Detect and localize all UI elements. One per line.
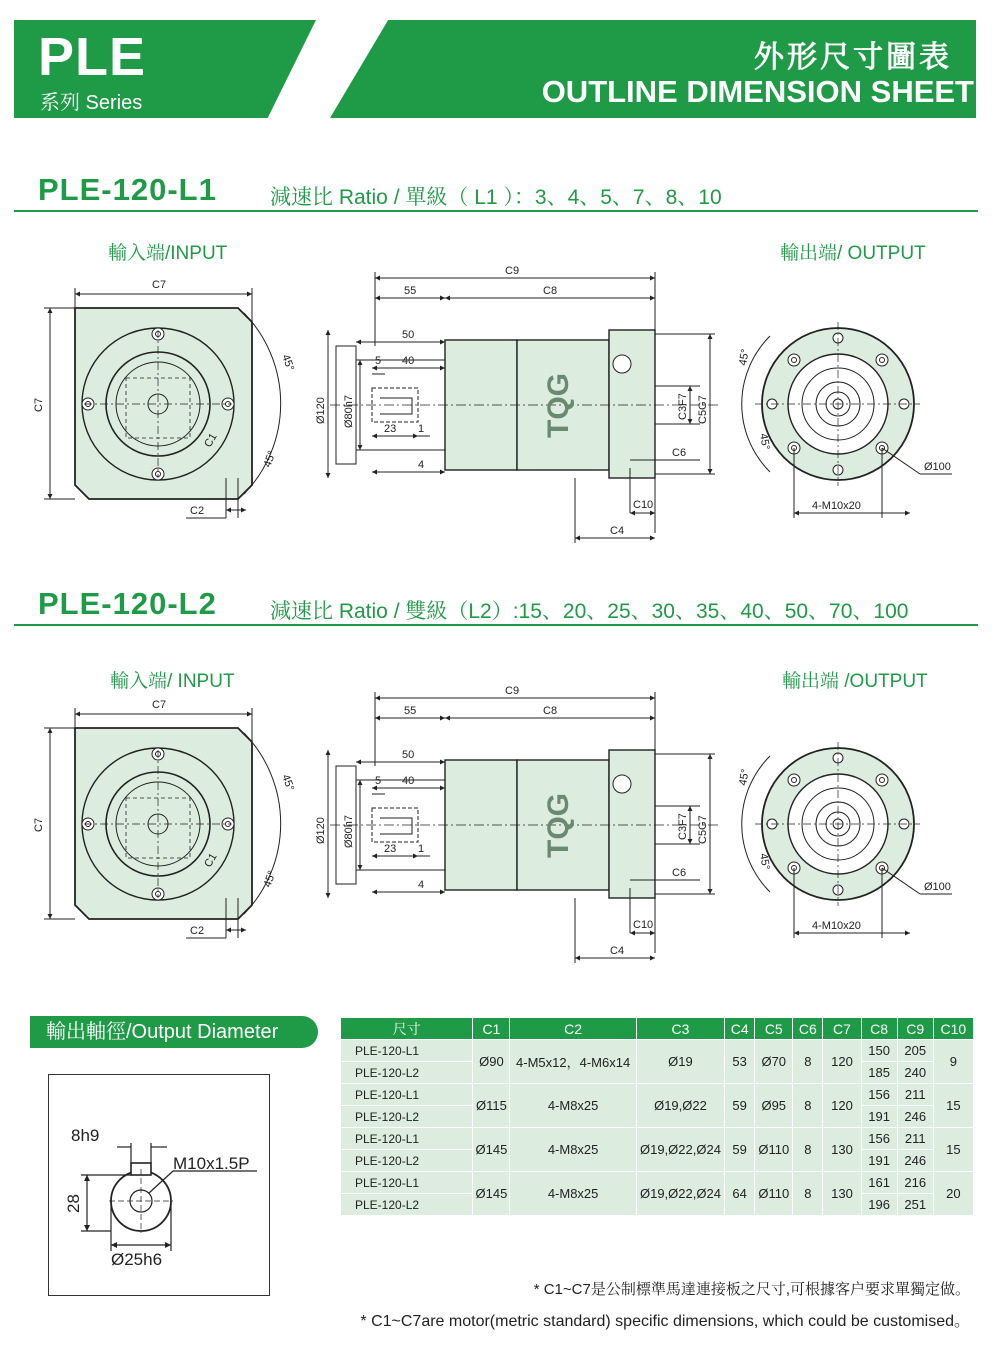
- c8-label: C8: [543, 705, 558, 717]
- c9-label: C9: [505, 685, 520, 697]
- table-cell: Ø145: [473, 1128, 510, 1172]
- table-cell: 130: [823, 1128, 861, 1172]
- table-cell: PLE-120-L1: [341, 1084, 473, 1106]
- table-cell: 211: [897, 1084, 933, 1106]
- table-cell: 8: [793, 1040, 823, 1084]
- dim-4-label: 4: [418, 459, 425, 471]
- table-cell: 156: [861, 1084, 897, 1106]
- table-cell: 59: [725, 1084, 755, 1128]
- output-diameter-badge: 輸出軸徑/Output Diameter: [30, 1016, 318, 1048]
- c10-label: C10: [633, 499, 654, 511]
- dimension-drawing: [0, 238, 1000, 568]
- table-row: [341, 1040, 974, 1062]
- thread-label: M10x1.5P: [173, 1154, 250, 1173]
- table-cell: 9: [933, 1040, 973, 1084]
- col-header: C9: [897, 1018, 933, 1040]
- table-cell: 216: [897, 1172, 933, 1194]
- series-subtitle: 系列 Series: [40, 92, 143, 114]
- c9-label: C9: [505, 265, 520, 277]
- table-cell: 4-M8x25: [510, 1084, 636, 1128]
- c7-width-label: C7: [152, 699, 167, 711]
- height-label: 28: [64, 1194, 83, 1213]
- table-cell: 211: [897, 1128, 933, 1150]
- table-body: [341, 1040, 974, 1216]
- table-cell: 20: [933, 1172, 973, 1216]
- col-header: C4: [725, 1018, 755, 1040]
- table-cell: 120: [823, 1084, 861, 1128]
- output-label-l2: 輸出端 /OUTPUT: [782, 671, 928, 692]
- table-cell: 150: [861, 1040, 897, 1062]
- dim-4-label: 4: [418, 879, 425, 891]
- table-cell: Ø90: [473, 1040, 510, 1084]
- angle-top-label: 45°: [279, 352, 297, 373]
- table-header-row: [341, 1018, 974, 1040]
- table-cell: PLE-120-L1: [341, 1172, 473, 1194]
- table-cell: 64: [725, 1172, 755, 1216]
- col-header: C2: [510, 1018, 636, 1040]
- c2-label: C2: [190, 925, 205, 937]
- output-diameter-box: [48, 1074, 270, 1296]
- table-cell: 191: [861, 1150, 897, 1172]
- dim-80-label: Ø80h7: [343, 814, 355, 848]
- c4-label: C4: [610, 945, 625, 957]
- col-header: C7: [823, 1018, 861, 1040]
- table-cell: Ø145: [473, 1172, 510, 1216]
- table-cell: Ø19: [636, 1040, 724, 1084]
- input-label-l2: 輸入端/ INPUT: [110, 671, 235, 692]
- c6-label: C6: [672, 867, 687, 879]
- dimension-table: [340, 1017, 974, 1216]
- angle-top-label: 45°: [279, 772, 297, 793]
- table-cell: 246: [897, 1106, 933, 1128]
- drawing-l1: [0, 238, 1000, 568]
- table-cell: PLE-120-L2: [341, 1194, 473, 1216]
- col-header: C10: [933, 1018, 973, 1040]
- out-dia-100: Ø100: [924, 461, 951, 473]
- table-cell: 130: [823, 1172, 861, 1216]
- dim-1-label: 1: [418, 423, 425, 435]
- dim-23-label: 23: [384, 843, 397, 855]
- table-cell: 240: [897, 1062, 933, 1084]
- table-cell: 191: [861, 1106, 897, 1128]
- table-cell: 8: [793, 1128, 823, 1172]
- angle-bottom-label: 45°: [261, 449, 279, 470]
- series-code: PLE: [38, 27, 147, 87]
- table-cell: 8: [793, 1084, 823, 1128]
- table-cell: 59: [725, 1128, 755, 1172]
- dim-5-label: 5: [375, 775, 382, 787]
- sheet-title-en: OUTLINE DIMENSION SHEET: [541, 74, 974, 109]
- table-cell: 8: [793, 1172, 823, 1216]
- out-angle-top: 45°: [737, 768, 752, 787]
- c2-label: C2: [190, 505, 205, 517]
- table-cell: 156: [861, 1128, 897, 1150]
- dim-50-label: 50: [402, 749, 415, 761]
- c1-label: C1: [202, 851, 220, 870]
- note-en: * C1~C7are motor(metric standard) specific dimensions, which could be customised。: [360, 1313, 970, 1330]
- table-cell: 15: [933, 1128, 973, 1172]
- c5-label: C5G7: [697, 395, 709, 424]
- col-header: 尺寸: [341, 1018, 473, 1040]
- dim-5-label: 5: [375, 355, 382, 367]
- dim-1-label: 1: [418, 843, 425, 855]
- section-title-l1: PLE-120-L1: [38, 172, 217, 207]
- angle-bottom-label: 45°: [261, 869, 279, 890]
- table-cell: Ø19,Ø22: [636, 1084, 724, 1128]
- dim-80-label: Ø80h7: [343, 394, 355, 428]
- c7-height-label: C7: [33, 397, 45, 412]
- table-cell: PLE-120-L1: [341, 1040, 473, 1062]
- col-header: C1: [473, 1018, 510, 1040]
- dimension-drawing: [0, 658, 1000, 988]
- brand-logo: TQG: [542, 793, 575, 858]
- table-cell: 161: [861, 1172, 897, 1194]
- c3-label: C3F7: [677, 813, 689, 840]
- dim-40-label: 40: [402, 775, 415, 787]
- dim-40-label: 40: [402, 355, 415, 367]
- bolt-label: 4-M10x20: [812, 920, 861, 932]
- out-dia-100: Ø100: [924, 881, 951, 893]
- col-header: C5: [755, 1018, 793, 1040]
- table-cell: PLE-120-L2: [341, 1106, 473, 1128]
- table-row: [341, 1084, 974, 1106]
- table-cell: 4-M8x25: [510, 1172, 636, 1216]
- note-cn: * C1~C7是公制標準馬達連接板之尺寸,可根據客户要求單獨定做。: [533, 1281, 970, 1298]
- table-cell: 251: [897, 1194, 933, 1216]
- col-header: C3: [636, 1018, 724, 1040]
- table-cell: 4-M8x25: [510, 1128, 636, 1172]
- table-cell: Ø19,Ø22,Ø24: [636, 1172, 724, 1216]
- c3-label: C3F7: [677, 393, 689, 420]
- section-ratio-l2: 減速比 Ratio / 雙級（L2）:15、20、25、30、35、40、50、70、100: [270, 600, 909, 623]
- table-cell: 53: [725, 1040, 755, 1084]
- output-label-l1: 輸出端/ OUTPUT: [780, 243, 926, 264]
- col-header: C8: [861, 1018, 897, 1040]
- dim-120-label: Ø120: [315, 817, 327, 844]
- table-cell: Ø110: [755, 1172, 793, 1216]
- output-shaft-drawing: [49, 1075, 269, 1295]
- table-cell: PLE-120-L1: [341, 1128, 473, 1150]
- table-cell: Ø19,Ø22,Ø24: [636, 1128, 724, 1172]
- table-cell: 185: [861, 1062, 897, 1084]
- dim-55-label: 55: [404, 705, 417, 717]
- table-cell: PLE-120-L2: [341, 1062, 473, 1084]
- out-angle-bottom: 45°: [757, 432, 772, 451]
- dim-23-label: 23: [384, 423, 397, 435]
- bolt-label: 4-M10x20: [812, 500, 861, 512]
- section-title-l2: PLE-120-L2: [38, 586, 217, 621]
- table-cell: 246: [897, 1150, 933, 1172]
- c8-label: C8: [543, 285, 558, 297]
- out-angle-bottom: 45°: [757, 852, 772, 871]
- table-cell: Ø115: [473, 1084, 510, 1128]
- section-divider: [14, 624, 978, 626]
- table-cell: 4-M5x12，4-M6x14: [510, 1040, 636, 1084]
- drawing-l2: [0, 658, 1000, 988]
- c7-height-label: C7: [33, 817, 45, 832]
- table-cell: 15: [933, 1084, 973, 1128]
- brand-logo: TQG: [542, 373, 575, 438]
- col-header: C6: [793, 1018, 823, 1040]
- sheet-title-cn: 外形尺寸圖表: [754, 41, 952, 74]
- dim-50-label: 50: [402, 329, 415, 341]
- c5-label: C5G7: [697, 815, 709, 844]
- c10-label: C10: [633, 919, 654, 931]
- dim-120-label: Ø120: [315, 397, 327, 424]
- c7-width-label: C7: [152, 279, 167, 291]
- table-cell: PLE-120-L2: [341, 1150, 473, 1172]
- table-cell: 120: [823, 1040, 861, 1084]
- input-label-l1: 輸入端/INPUT: [108, 243, 228, 264]
- section-ratio-l1: 減速比 Ratio / 單級（ L1 ）：3、4、5、7、8、10: [270, 186, 722, 209]
- table-cell: Ø70: [755, 1040, 793, 1084]
- c4-label: C4: [610, 525, 625, 537]
- table-cell: 205: [897, 1040, 933, 1062]
- dim-55-label: 55: [404, 285, 417, 297]
- table-row: [341, 1172, 974, 1194]
- table-cell: 196: [861, 1194, 897, 1216]
- key-width-label: 8h9: [71, 1126, 100, 1145]
- table-cell: Ø110: [755, 1128, 793, 1172]
- section-divider: [14, 210, 978, 212]
- table-row: [341, 1128, 974, 1150]
- diameter-label: Ø25h6: [111, 1250, 163, 1269]
- c6-label: C6: [672, 447, 687, 459]
- c1-label: C1: [202, 431, 220, 450]
- out-angle-top: 45°: [737, 348, 752, 367]
- table-cell: Ø95: [755, 1084, 793, 1128]
